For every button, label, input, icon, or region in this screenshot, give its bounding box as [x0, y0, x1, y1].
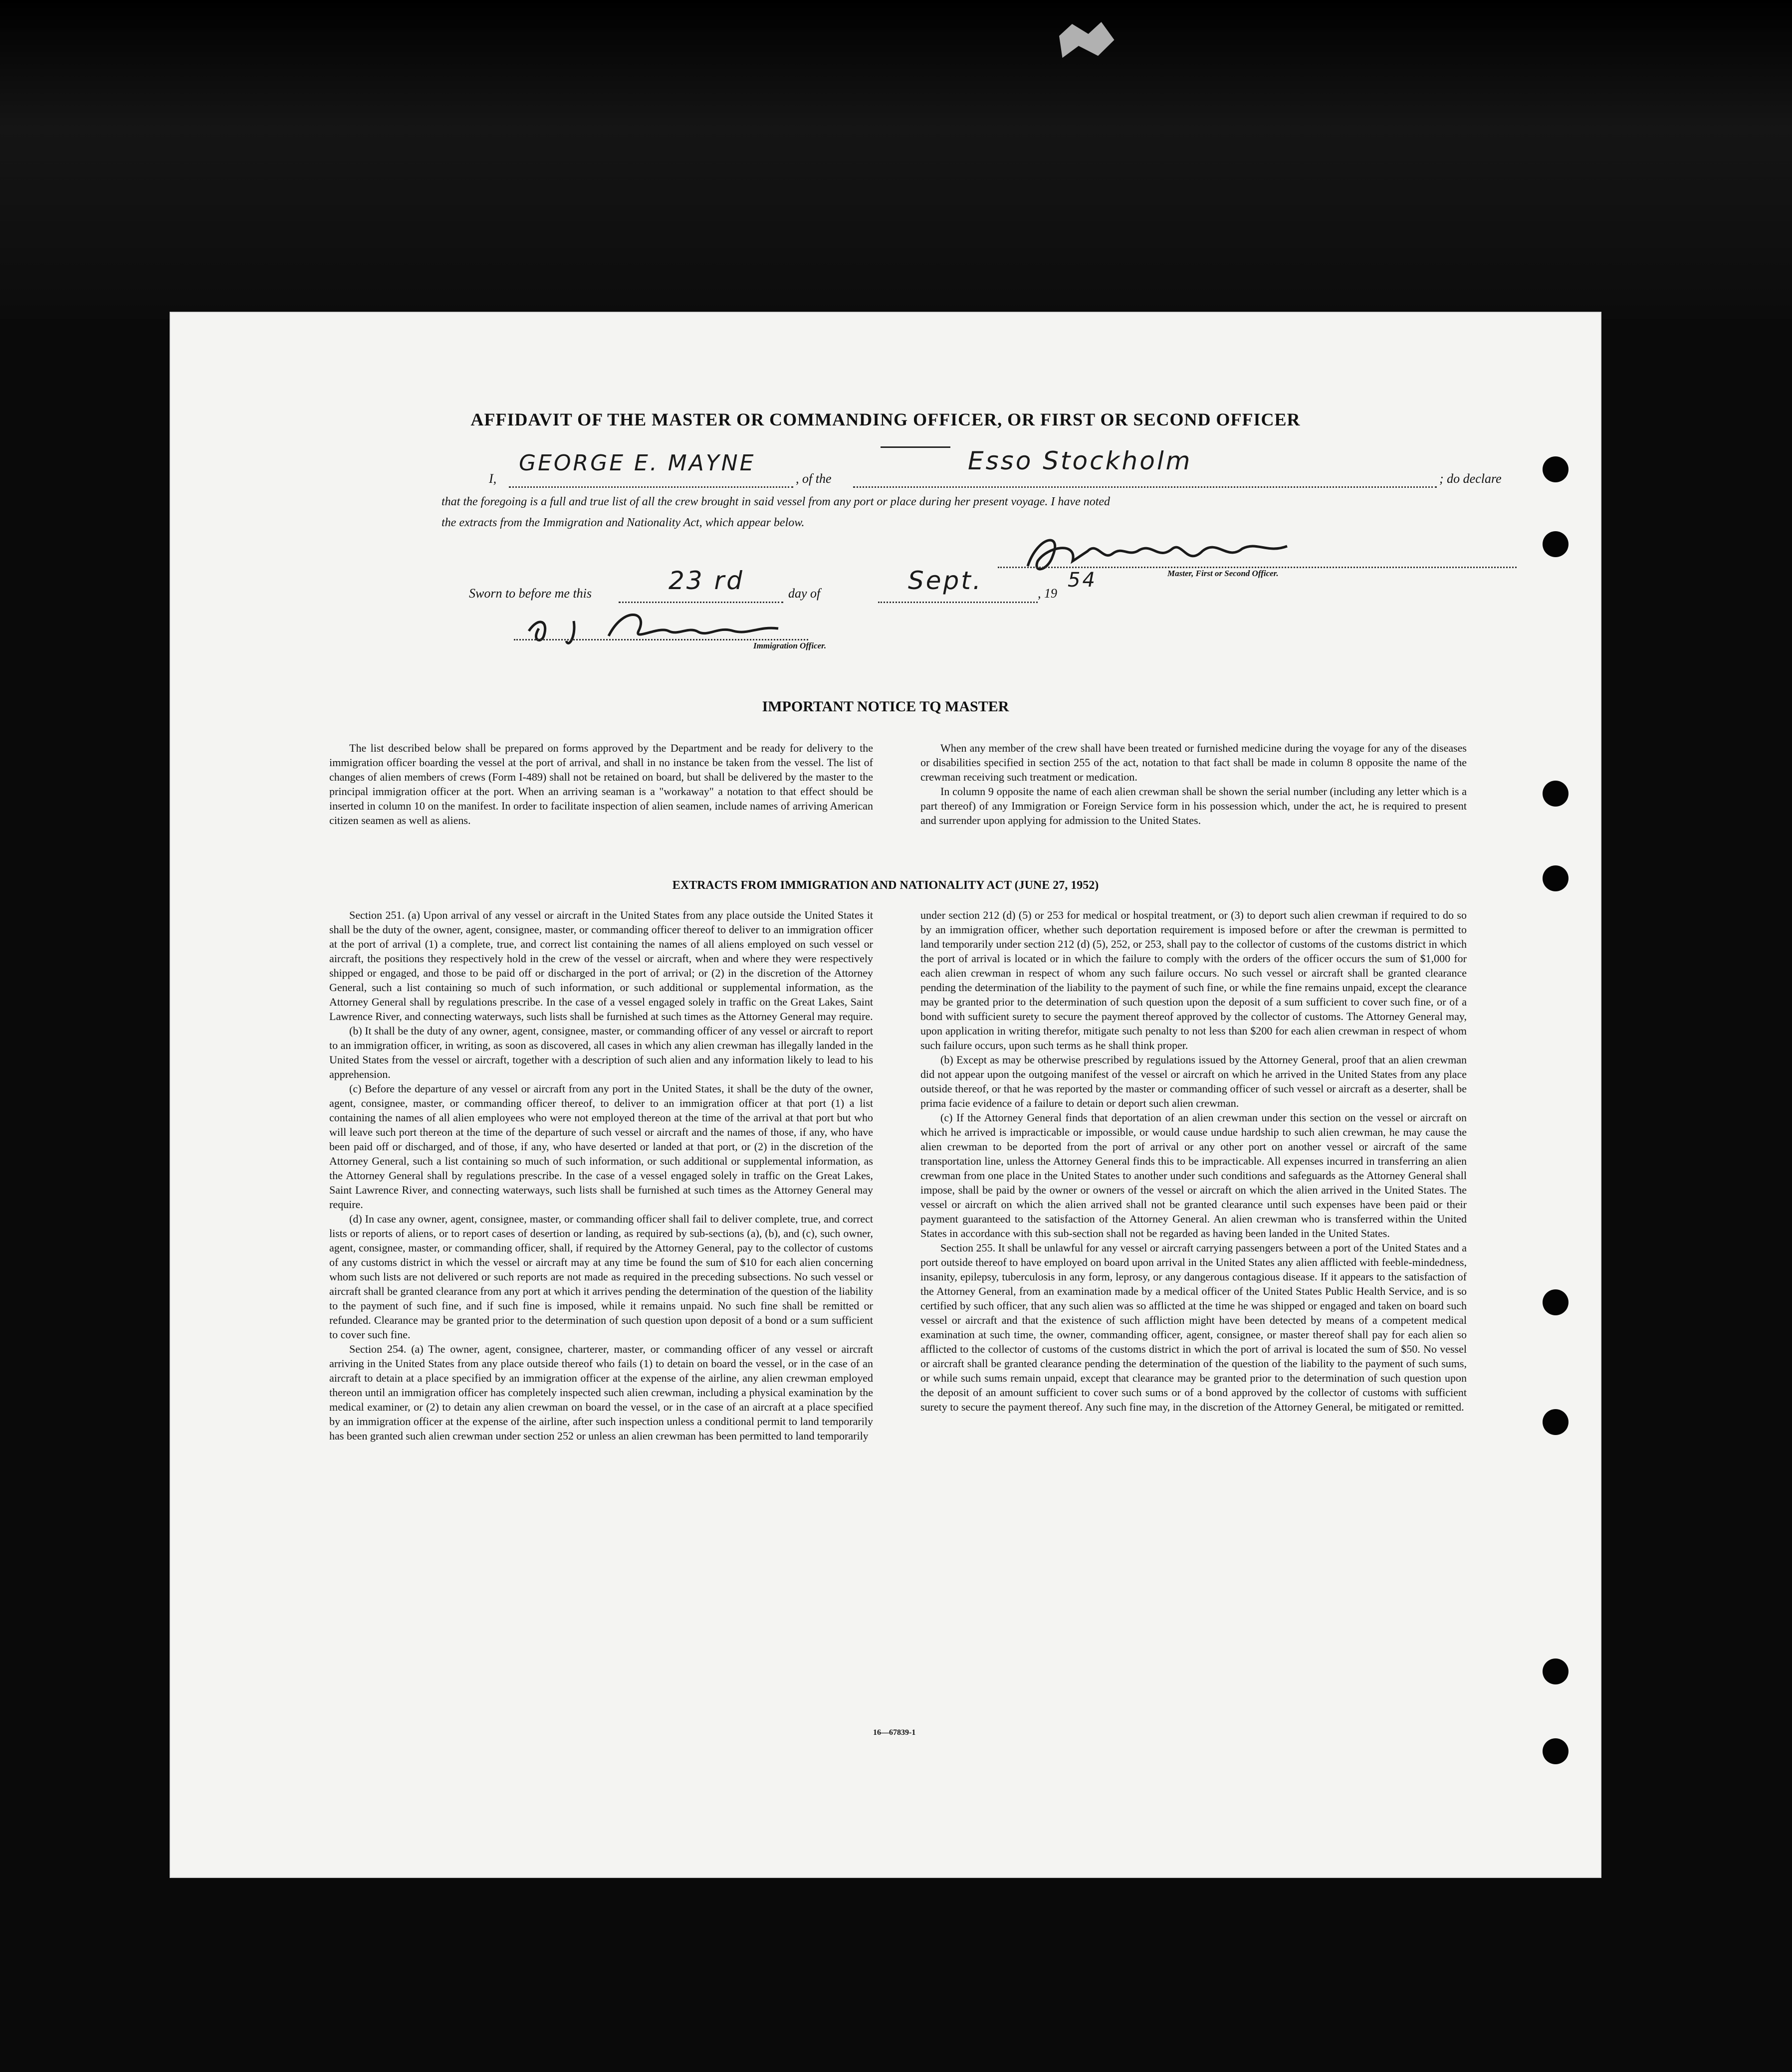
binder-hole [1543, 531, 1568, 557]
extracts-left-column [329, 908, 873, 1443]
day-of-label: day of [788, 586, 821, 601]
immigration-sig-line [514, 636, 808, 640]
notice-title: IMPORTANT NOTICE TQ MASTER [762, 698, 1009, 715]
binder-hole [1543, 1289, 1568, 1315]
affidavit-line-3: the extracts from the Immigration and Nationality Act, which appear below. [442, 516, 805, 529]
affidavit-line-2: that the foregoing is a full and true list of all the crew brought in said vessel from any port or place during her present voyage. I have noted [442, 495, 1111, 508]
affidavit-title: AFFIDAVIT OF THE MASTER OR COMMANDING OFFICER, OR FIRST OR SECOND OFFICER [470, 410, 1301, 429]
document-page [170, 312, 1601, 1878]
notice-paragraph: In column 9 opposite the name of each alien crewman shall be shown the serial number (including any letter which is a part thereof) of any Immigration or Foreign Service form in his possession which, under the act, he is required to present and surrender upon applying for admission to the United States. [920, 785, 1467, 827]
extract-paragraph: under section 212 (d) (5) or 253 for medical or hospital treatment, or (3) to deport such alien crewman if required to do so by an immigration officer, whether such deportation requirement is imposed before or after the crewman is permitted to land temporarily under section 212 (d) (5), 252, or 253, shall pay to the collector of customs of the customs district in which the port of arrival is located or in which the failure to comply with the orders of the officer occurs the sum of $1,000 for each alien crewman in respect of whom any such failure occurs. No such vessel or aircraft shall be granted clearance pending the determination of the liability to the payment of such fine, or while the fine remains unpaid, except the clearance may be granted prior to the determination of such question upon the deposit of a sum sufficient to cover such fine, or of a bond with sufficient surety to secure the payment thereof approved by the collector of customs. The Attorney General may, upon application in writing therefor, mitigate such penalty to not less than $200 for each alien crewman in respect of whom such failure occurs, upon such terms as he shall think proper. [920, 909, 1467, 1051]
extract-paragraph: (d) In case any owner, agent, consignee, master, or commanding officer shall fail to deliver complete, true, and correct lists or reports of aliens, or to report cases of desertion or landing, as required by sub-sections (a), (b), and (c), such owner, agent, consignee, master, or commanding officer, shall, if required by the Attorney General, pay to the collector of customs of any customs district in which the vessel or aircraft may at any time be found the sum of $10 for each alien concerning whom such lists are not delivered or such reports are not made as required in the preceding subsections. No such vessel or aircraft shall be granted clearance from any port at which it arrives pending the determination of the question of the liability to the payment of such fine, and if such fine is imposed, while it remains unpaid. No such fine shall be remitted or refunded. Clearance may be granted prior to the determination of such question upon deposit of a bond or a sum sufficient to cover such fine. [329, 1213, 873, 1341]
sworn-year: 54 [1068, 569, 1097, 592]
extract-paragraph: (b) Except as may be otherwise prescribed by regulations issued by the Attorney General, proof that an alien crewman did not appear upon the outgoing manifest of the vessel or aircraft on which he arrived in the United States from any place outside thereof, or that he was reported by the master or commanding officer of such vessel or aircraft as a deserter, shall be prima facie evidence of a failure to detain or deport such alien crewman. [920, 1053, 1467, 1109]
extract-paragraph: (c) Before the departure of any vessel or aircraft from any port in the United States, it shall be the duty of the owner, agent, consignee, master, or commanding officer thereof, to deliver to an immigration officer at that port (1) a list containing the names of all alien employees who were not employed thereon at the time of the arrival at that port but who will leave such port thereon at the time of the departure of such vessel or aircraft and the names of those, if any, who have been paid off or discharged, and of those, if any, who have deserted or landed at that port, or (2) in the discretion of the Attorney General, such a list containing so much of such information, or such additional or supplemental information, as the Attorney General shall by regulations prescribe. In the case of a vessel engaged solely in traffic on the Great Lakes, Saint Lawrence River, and connecting waterways, such lists shall be furnished at such times as the Attorney General may require. [329, 1082, 873, 1211]
immigration-label: Immigration Officer. [753, 641, 827, 650]
vessel-name: Esso Stockholm [968, 446, 1192, 475]
name-line [509, 481, 793, 488]
notice-right-column [920, 741, 1467, 828]
of-the-label: , of the [796, 471, 832, 486]
master-name: GEORGE E. MAYNE [519, 450, 756, 476]
extract-paragraph: (c) If the Attorney General finds that deportation of an alien crewman under this section on the vessel or aircraft on which he arrived is impracticable or impossible, or would cause undue hardship to such alien crewman, he may cause the alien crewman to be deported from the port of arrival or any other port on another vessel or aircraft of the same transportation line, unless the Attorney General finds this to be impracticable. All expenses incurred in transferring an alien crewman from one place in the United States to another under such conditions and safeguards as the Attorney General shall impose, shall be paid by the owner or owners of the vessel or aircraft on which the alien arrived in the United States. The vessel or aircraft on which the alien arrived shall not be granted clearance until such expenses have been paid or their payment guaranteed to the satisfaction of the Attorney General. An alien crewman who is transferred within the United States in accordance with this sub-section shall not be regarded as having been landed in the United States. [920, 1111, 1467, 1240]
extracts-right-column [920, 908, 1467, 1414]
binder-hole [1543, 1738, 1568, 1764]
do-declare-label: ; do declare [1439, 471, 1502, 486]
sworn-month-line [878, 599, 1038, 603]
extract-paragraph: Section 254. (a) The owner, agent, consignee, charterer, master, or commanding officer of any vessel or aircraft arriving in the United States from any place outside thereof who fails (1) to detain on board the vessel, or in the case of an aircraft to detain at a place specified by an immigration officer at the expense of the airline, any alien crewman employed thereon until an immigration officer has completely inspected such alien crewman, including a physical examination by the medical examiner, or (2) to detain any alien crewman on board the vessel, or in the case of an aircraft at a place specified by an immigration officer at the expense of the airline, after such inspection unless a conditional permit to land temporarily has been granted such alien crewman under section 252 or unless an alien crewman has been permitted to land temporarily [329, 1343, 873, 1442]
form-number: 16—67839-1 [873, 1728, 916, 1737]
microfilm-border [0, 0, 1792, 319]
extract-paragraph: (b) It shall be the duty of any owner, agent, consignee, master, or commanding officer of any vessel or aircraft to report to an immigration officer, in writing, as soon as discovered, all cases in which any alien crewman has illegally landed in the United States from the vessel or aircraft, together with a description of such alien and any information likely to lead to his apprehension. [329, 1025, 873, 1080]
notice-left-column [329, 741, 873, 828]
extracts-title: EXTRACTS FROM IMMIGRATION AND NATIONALITY ACT (JUNE 27, 1952) [672, 879, 1099, 892]
extract-paragraph: Section 251. (a) Upon arrival of any vessel or aircraft in the United States from any place outside the United States it shall be the duty of the owner, agent, consignee, master, or commanding officer thereof to deliver to an immigration officer at the port of arrival (1) a complete, true, and correct list containing the names of all aliens employed on such vessel or aircraft, the positions they respectively hold in the crew of the vessel or aircraft, when and where they were respectively shipped or engaged, and those to be paid off or discharged in the port of arrival; or (2) in the discretion of the Attorney General, such a list containing so much of such information, or such additional or supplemental information, as the Attorney General shall by regulations prescribe. In the case of a vessel engaged solely in traffic on the Great Lakes, Saint Lawrence River, and connecting waterways, such lists shall be furnished at such times as the Attorney General may require. [329, 909, 873, 1023]
binder-hole [1543, 456, 1568, 482]
master-sig-line [998, 564, 1517, 568]
sworn-prefix: Sworn to before me this [469, 586, 592, 601]
affidavit-prefix: I, [489, 471, 497, 486]
title-rule [881, 446, 950, 448]
master-label: Master, First or Second Officer. [1167, 569, 1279, 578]
sworn-day: 23 rd [669, 566, 744, 595]
notice-paragraph: The list described below shall be prepared on forms approved by the Department and be ready for delivery to the immigration officer boarding the vessel at the port of arrival, and shall in no instance be taken from the vessel. The list of changes of alien members of crews (Form I-489) shall not be retained on board, but shall be delivered by the master to the principal immigration officer at the port. When an arriving seaman is a "workaway" a notation to that effect should be inserted in column 10 on the manifest. In order to facilitate inspection of alien seamen, include names of arriving American citizen seamen as well as aliens. [329, 742, 873, 827]
sworn-month: Sept. [908, 566, 983, 595]
extract-paragraph: Section 255. It shall be unlawful for any vessel or aircraft carrying passengers between a port of the United States and a port outside thereof to have employed on board upon arrival in the United States any alien afflicted with feeble-mindedness, insanity, epilepsy, tuberculosis in any form, leprosy, or any dangerous contagious disease. If it appears to the satisfaction of the Attorney General, from an examination made by a medical officer of the United States Public Health Service, and is so certified by such officer, that any such alien was so afflicted at the time he was shipped or engaged and taken on board such vessel or aircraft and that the existence of such affliction might have been detected by means of a competent medical examination at such time, the owner, commanding officer, agent, consignee, or master thereof shall pay for each alien so afflicted to the collector of customs of the customs district in which the port of arrival is located the sum of $50. No vessel or aircraft shall be granted clearance pending the determination of the question of the liability to the payment of such sums, or while such sums remain unpaid, except that clearance may be granted prior to the determination of such question upon the deposit of an amount sufficient to cover such sums or of a bond approved by the collector of customs with sufficient surety to secure the payment thereof. Any such fine may, in the discretion of the Attorney General, be mitigated or remitted. [920, 1242, 1467, 1413]
binder-hole [1543, 781, 1568, 807]
binder-hole [1543, 1409, 1568, 1435]
binder-hole [1543, 1658, 1568, 1684]
vessel-line [853, 481, 1437, 488]
notice-paragraph: When any member of the crew shall have been treated or furnished medicine during the voyage for any of the diseases or disabilities specified in section 255 of the act, notation to that fact shall be made in column 8 opposite the name of the crewman receiving such treatment or medication. [920, 742, 1467, 783]
year-prefix: , 19 [1038, 586, 1057, 601]
